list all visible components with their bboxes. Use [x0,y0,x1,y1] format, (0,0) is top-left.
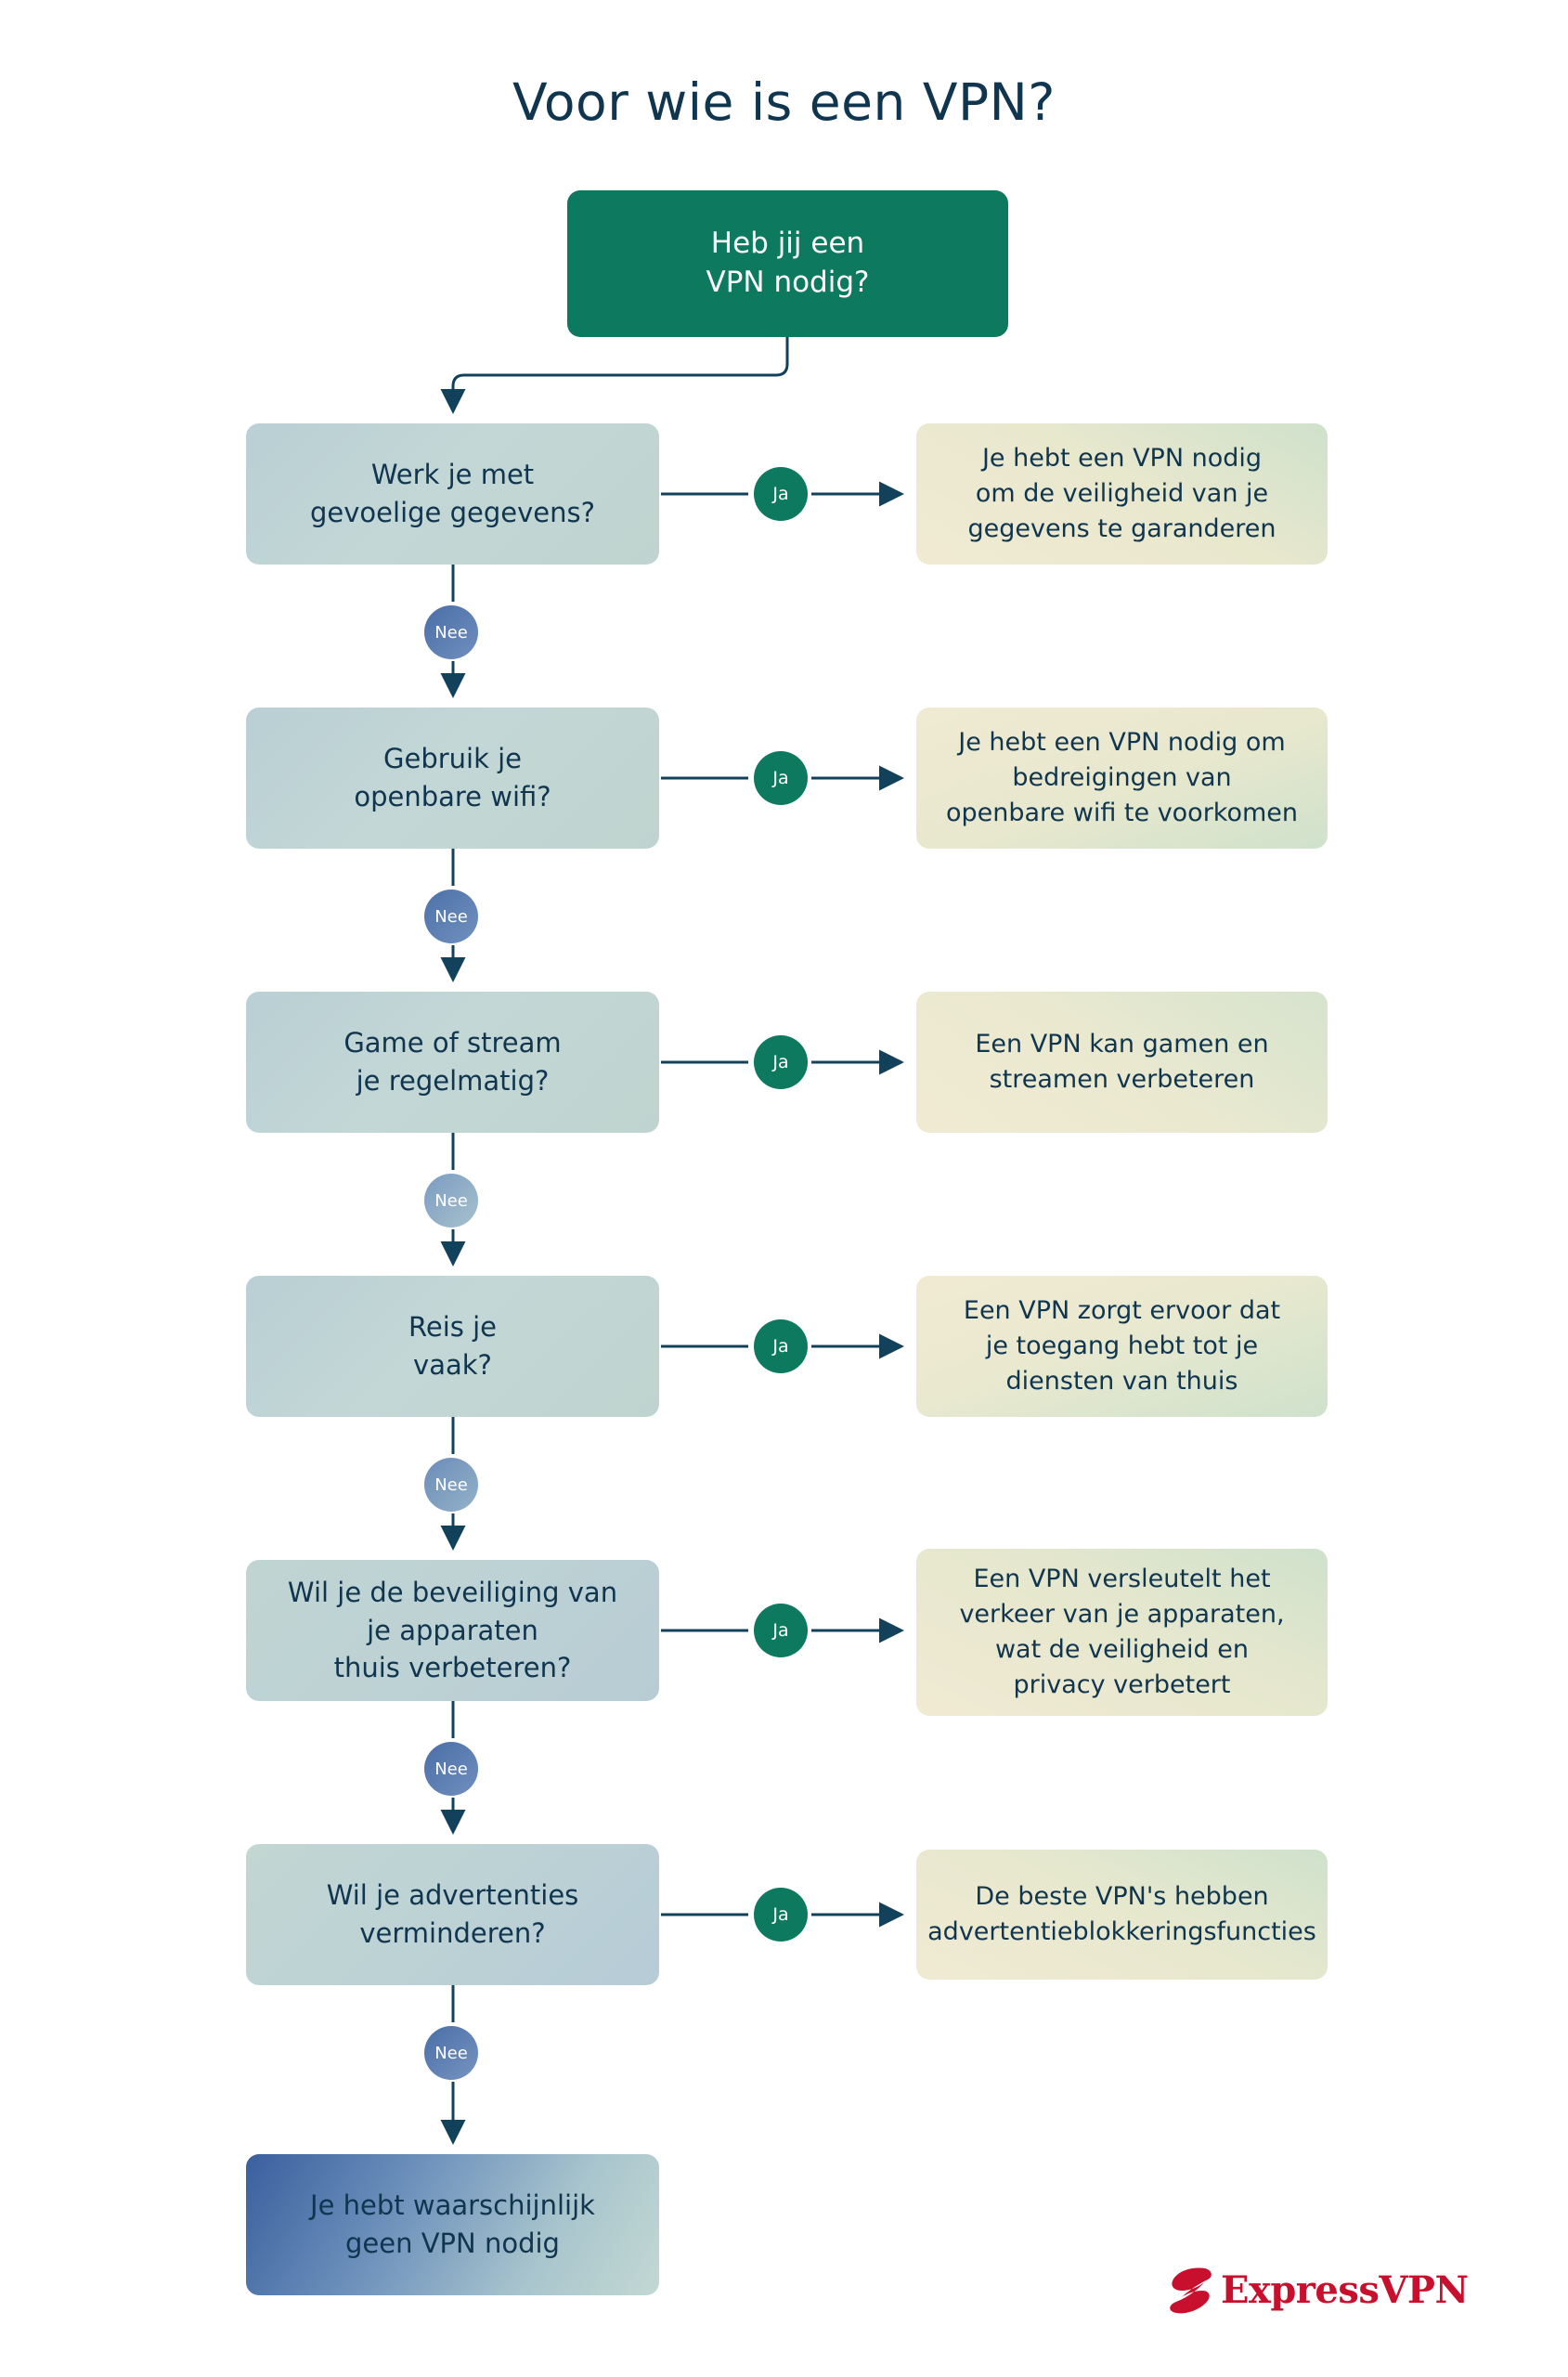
expressvpn-logo [1165,2258,1469,2321]
no-badge-3: Nee [424,1174,478,1227]
question-box-2 [246,708,659,849]
start-node-line1: Heb jij een [710,227,865,261]
answer-2-line3: openbare wifi te voorkomen [945,798,1299,827]
answer-4-line1: Een VPN zorgt ervoor dat [963,1296,1281,1326]
answer-box-6 [916,1850,1328,1980]
question-6-line2: verminderen? [359,1917,546,1949]
answer-4-line3: diensten van thuis [1005,1366,1238,1396]
end-node-line1: Je hebt waarschijnlijk [310,2189,595,2222]
yes-badge-1: Ja [754,467,808,521]
answer-3-line1: Een VPN kan gamen en [975,1030,1269,1059]
answer-box-4 [916,1276,1328,1417]
yes-badge-3: Ja [754,1035,808,1089]
no-badge-4: Nee [424,1458,478,1512]
question-5-line2: je apparaten [367,1614,538,1646]
question-6-line1: Wil je advertenties [326,1879,579,1912]
expressvpn-logo-icon [1165,2263,1213,2317]
answer-1-line3: gegevens te garanderen [967,513,1276,543]
answer-5-line3: wat de veiligheid en [994,1635,1250,1664]
question-2-line1: Gebruik je [383,743,522,775]
answer-5-line2: verkeer van je apparaten, [959,1600,1285,1630]
yes-badge-5: Ja [754,1604,808,1657]
expressvpn-logo-text: ExpressVPN [1221,2267,1469,2312]
question-4-line2: vaak? [413,1349,492,1381]
yes-badge-6: Ja [754,1888,808,1942]
answer-box-3 [916,992,1328,1133]
yes-badge-4: Ja [754,1319,808,1373]
question-4-line1: Reis je [408,1311,497,1344]
end-node [246,2154,659,2295]
answer-1-line2: om de veiligheid van je [975,479,1269,509]
answer-5-line1: Een VPN versleutelt het [973,1565,1271,1594]
no-badge-6: Nee [424,2026,478,2080]
question-box-5 [246,1560,659,1701]
answer-2-line2: bedreigingen van [1012,763,1232,793]
question-1-line1: Werk je met [370,459,535,491]
question-box-4 [246,1276,659,1417]
question-box-3 [246,992,659,1133]
answer-3-line2: streamen verbeteren [989,1065,1255,1094]
question-1-line2: gevoelige gegevens? [310,497,595,528]
question-2-line2: openbare wifi? [354,781,551,812]
end-node-line2: geen VPN nodig [345,2228,560,2259]
no-badge-2: Nee [424,890,478,943]
answer-5-line4: privacy verbetert [1013,1669,1231,1699]
question-3-line2: je regelmatig? [356,1065,550,1097]
page-title: Voor wie is een VPN? [512,72,1056,132]
no-badge-5: Nee [424,1742,478,1796]
answer-6-line1: De beste VPN's hebben [975,1882,1269,1912]
yes-badge-2: Ja [754,751,808,805]
answer-6-line2: advertentieblokkeringsfuncties [927,1917,1316,1946]
answer-4-line2: je toegang hebt tot je [985,1331,1259,1361]
question-box-6 [246,1844,659,1985]
answer-box-2 [916,708,1328,849]
start-node-line2: VPN nodig? [706,266,870,299]
start-node [567,190,1008,337]
question-5-line3: thuis verbeteren? [333,1652,572,1684]
question-box-1 [246,423,659,565]
no-badge-1: Nee [424,605,478,659]
answer-2-line1: Je hebt een VPN nodig om [958,728,1286,758]
answer-1-line1: Je hebt een VPN nodig [981,444,1263,474]
question-5-line1: Wil je de beveiliging van [287,1577,618,1609]
question-3-line1: Game of stream [343,1027,562,1059]
answer-box-1 [916,423,1328,565]
answer-box-5 [916,1549,1328,1716]
